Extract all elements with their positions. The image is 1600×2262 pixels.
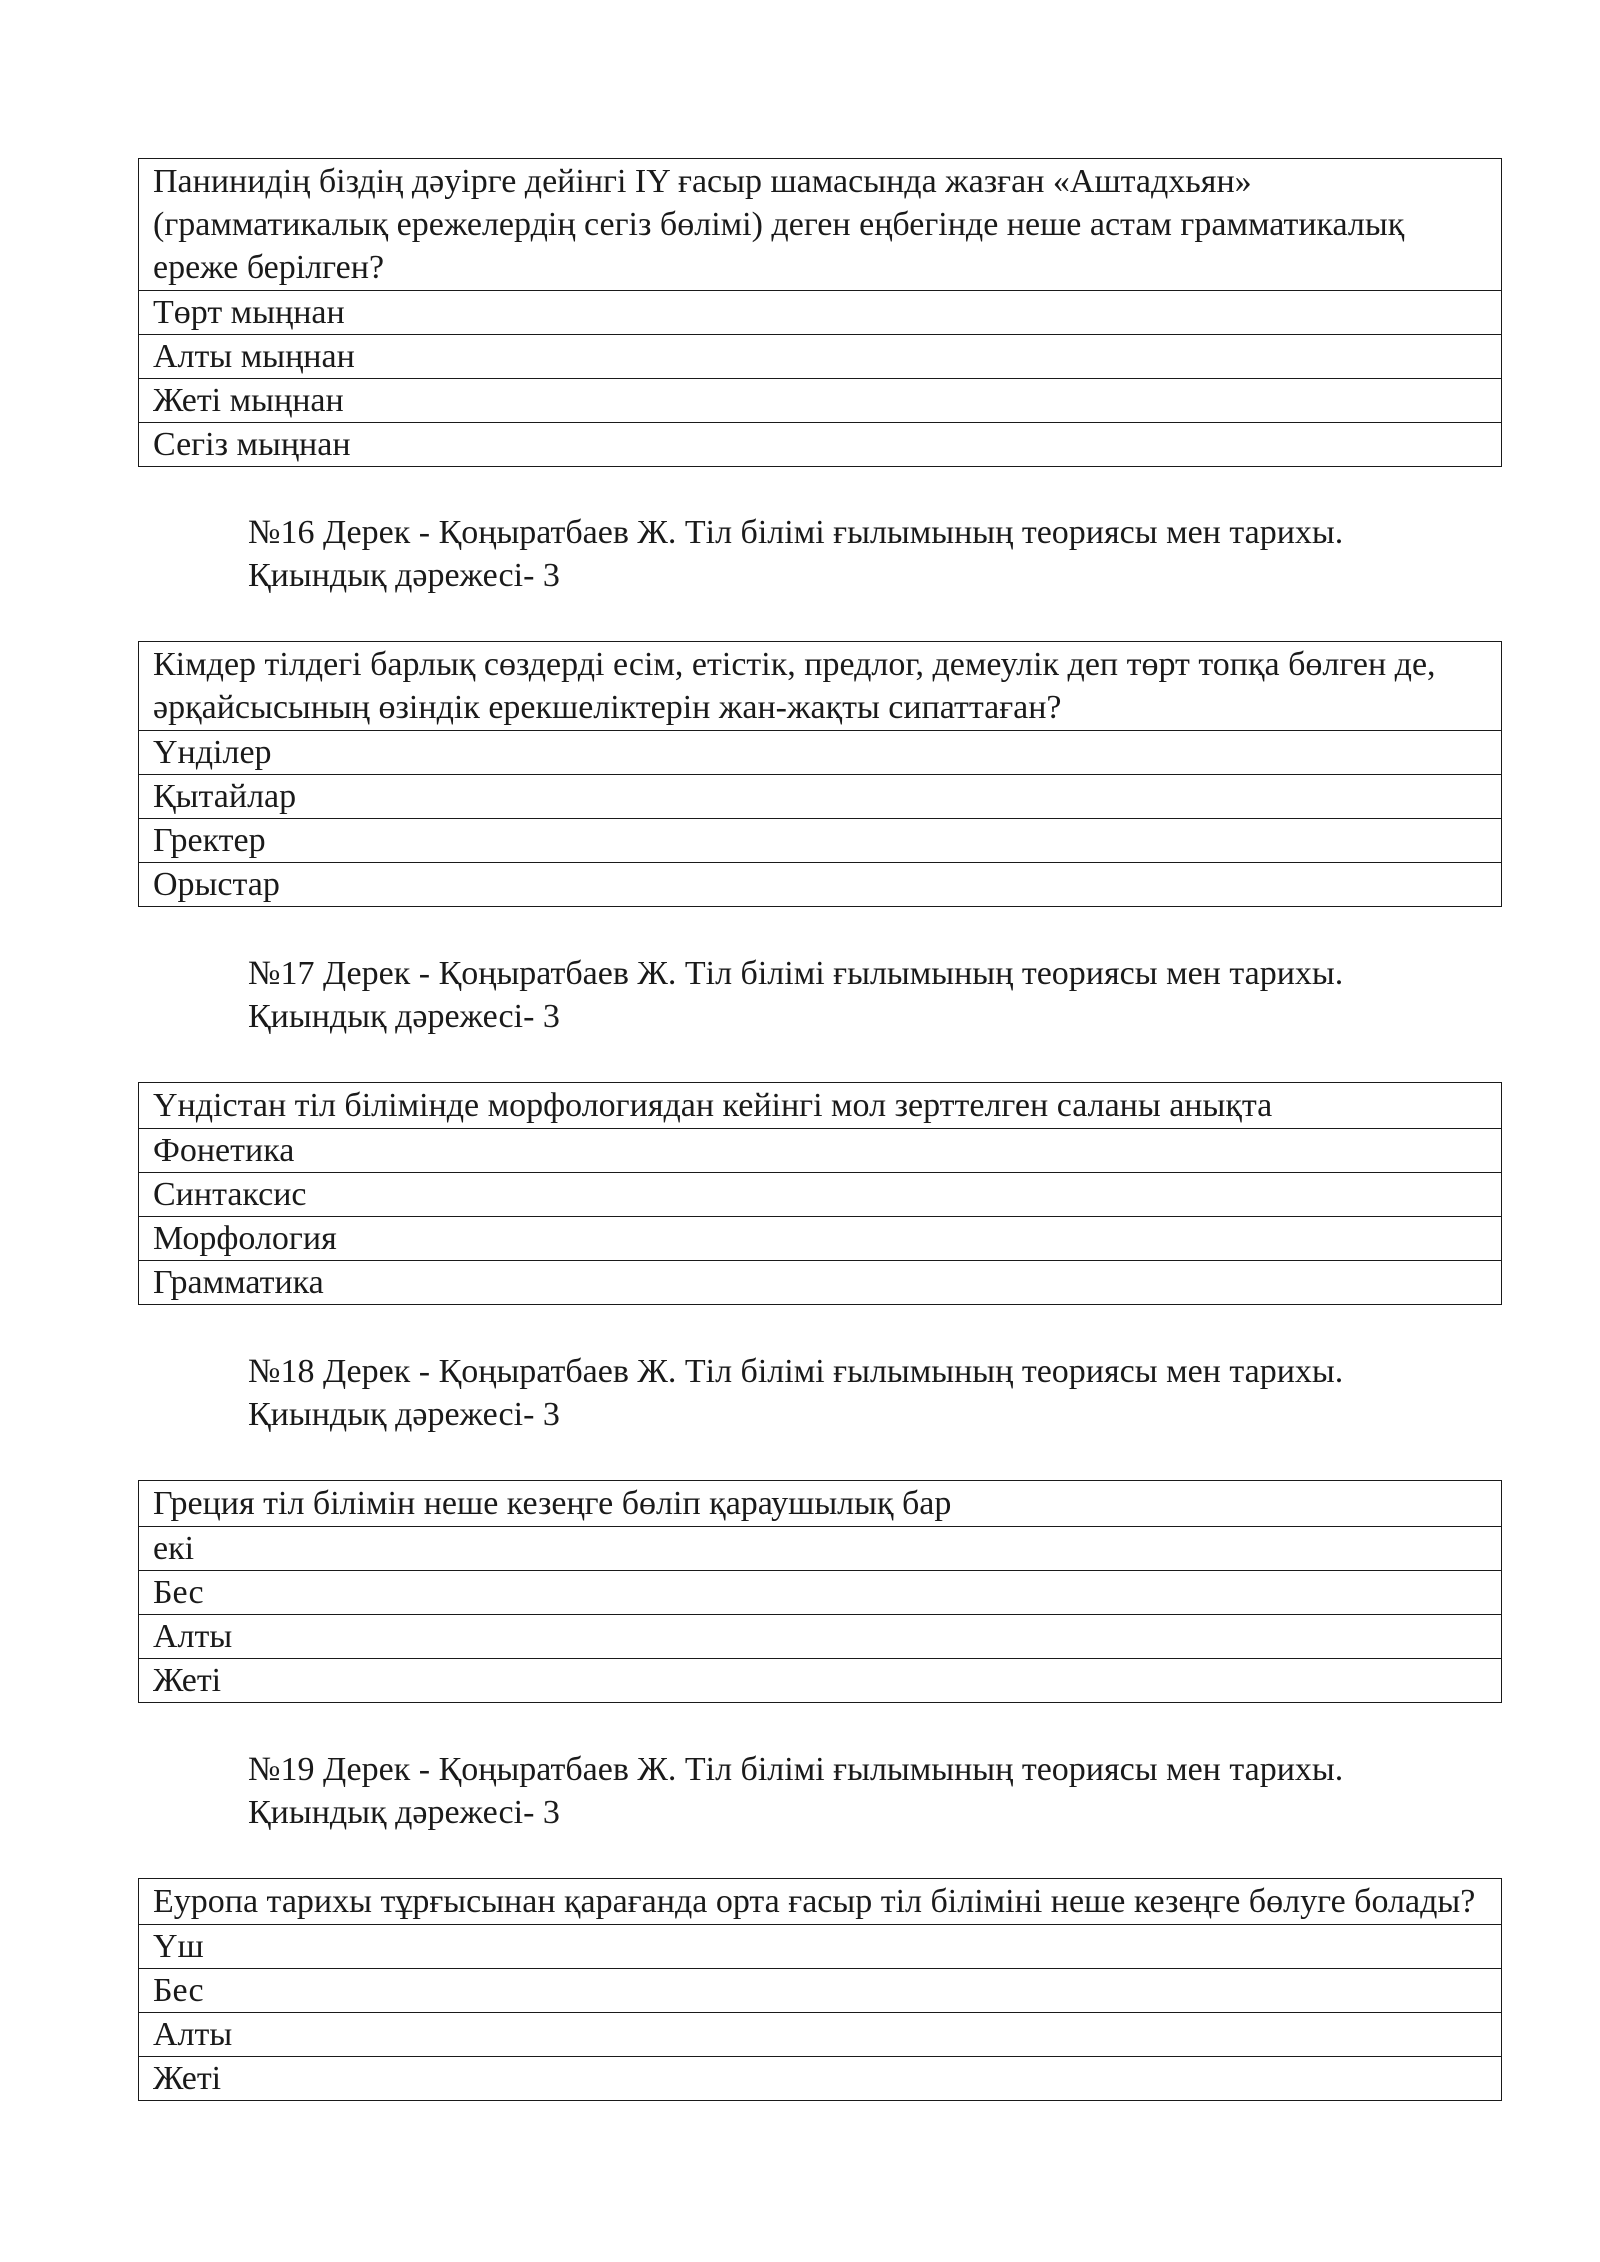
option-text: Гректер (139, 819, 1502, 863)
option-row (139, 1571, 1502, 1615)
option-text: Жеті мыңнан (139, 379, 1502, 423)
source-line: №18 Дерек - Қоңыратбаев Ж. Тіл білімі ғылымының теориясы мен тарихы. (248, 1353, 1344, 1390)
option-row (139, 731, 1502, 775)
question-row (139, 1083, 1502, 1129)
question-table (138, 158, 1502, 467)
question-row (139, 642, 1502, 731)
option-row (139, 1129, 1502, 1173)
option-row (139, 335, 1502, 379)
option-row (139, 1173, 1502, 1217)
question-row (139, 1481, 1502, 1527)
option-text: Жеті (139, 1659, 1502, 1703)
question-text: Еуропа тарихы тұрғысынан қарағанда орта ғасыр тіл біліміні неше кезеңге бөлуге болады? (139, 1879, 1502, 1925)
option-row (139, 379, 1502, 423)
option-text: Синтаксис (139, 1173, 1502, 1217)
option-text: Орыстар (139, 863, 1502, 907)
question-table (138, 1082, 1502, 1305)
option-row (139, 1659, 1502, 1703)
option-row (139, 775, 1502, 819)
question-table (138, 1878, 1502, 2101)
difficulty-line: Қиындық дәрежесі- 3 (248, 1396, 560, 1433)
option-row (139, 1615, 1502, 1659)
difficulty-line: Қиындық дәрежесі- 3 (248, 998, 560, 1035)
option-text: Төрт мыңнан (139, 291, 1502, 335)
option-row (139, 1217, 1502, 1261)
option-text: Алты (139, 1615, 1502, 1659)
option-row (139, 863, 1502, 907)
question-text: Панинидің біздің дәуірге дейінгі IY ғасыр шамасында жазған «Аштадхьян» (грамматикалық ережелердің сегіз бөлімі) деген еңбегінде неше астам грамматикалық ереже берілген? (139, 159, 1502, 291)
question-text: Греция тіл білімін неше кезеңге бөліп қараушылық бар (139, 1481, 1502, 1527)
source-heading (248, 1350, 1548, 1436)
question-text: Кімдер тілдегі барлық сөздерді есім, етістік, предлог, демеулік деп төрт топқа бөлген де, әрқайсысының өзіндік ерекшеліктерін жан-жақты сипаттаған? (139, 642, 1502, 731)
option-row (139, 1527, 1502, 1571)
option-row (139, 291, 1502, 335)
question-text: Үндістан тіл білімінде морфологиядан кейінгі мол зерттелген саланы анықта (139, 1083, 1502, 1129)
question-table (138, 641, 1502, 907)
source-line: №16 Дерек - Қоңыратбаев Ж. Тіл білімі ғылымының теориясы мен тарихы. (248, 514, 1344, 551)
source-line: №17 Дерек - Қоңыратбаев Ж. Тіл білімі ғылымының теориясы мен тарихы. (248, 955, 1344, 992)
option-text: Бес (139, 1969, 1502, 2013)
option-text: Грамматика (139, 1261, 1502, 1305)
option-text: Жеті (139, 2057, 1502, 2101)
source-heading (248, 511, 1548, 597)
option-row (139, 819, 1502, 863)
option-text: Морфология (139, 1217, 1502, 1261)
difficulty-line: Қиындық дәрежесі- 3 (248, 1794, 560, 1831)
question-row (139, 1879, 1502, 1925)
option-text: Алты (139, 2013, 1502, 2057)
option-row (139, 423, 1502, 467)
difficulty-line: Қиындық дәрежесі- 3 (248, 557, 560, 594)
option-row (139, 1969, 1502, 2013)
option-text: Сегіз мыңнан (139, 423, 1502, 467)
source-line: №19 Дерек - Қоңыратбаев Ж. Тіл білімі ғылымының теориясы мен тарихы. (248, 1751, 1344, 1788)
source-heading (248, 1748, 1548, 1834)
question-row (139, 159, 1502, 291)
question-table (138, 1480, 1502, 1703)
option-text: Бес (139, 1571, 1502, 1615)
option-text: Үш (139, 1925, 1502, 1969)
option-row (139, 1261, 1502, 1305)
option-text: екі (139, 1527, 1502, 1571)
option-row (139, 1925, 1502, 1969)
option-row (139, 2057, 1502, 2101)
option-text: Қытайлар (139, 775, 1502, 819)
option-text: Фонетика (139, 1129, 1502, 1173)
option-text: Үнділер (139, 731, 1502, 775)
source-heading (248, 952, 1548, 1038)
option-text: Алты мыңнан (139, 335, 1502, 379)
option-row (139, 2013, 1502, 2057)
